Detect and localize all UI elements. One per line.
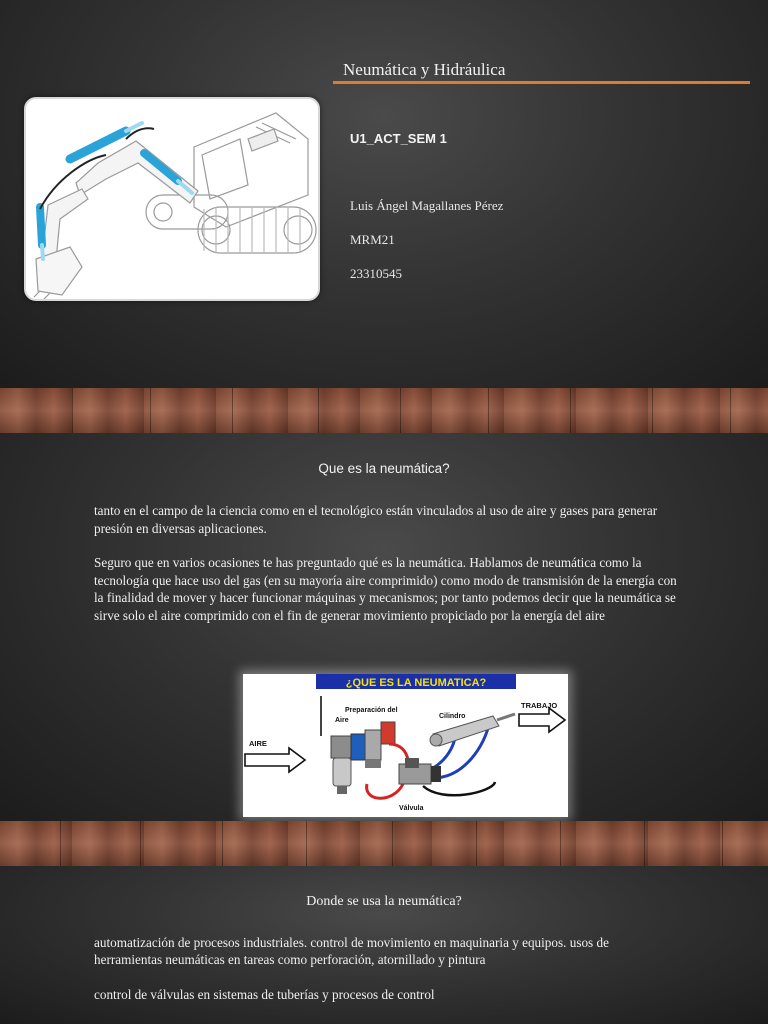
air-inlet-arrow-icon <box>245 748 305 772</box>
activity-code: U1_ACT_SEM 1 <box>350 131 447 146</box>
group-code: MRM21 <box>350 232 395 247</box>
excavator-illustration <box>26 99 318 299</box>
slide-heading-uses: Donde se usa la neumática? <box>306 894 462 909</box>
author-name: Luis Ángel Magallanes Pérez <box>350 198 504 213</box>
slide-what-is-pneumatics <box>0 433 768 821</box>
pneumatics-diagram <box>243 674 568 817</box>
slide-title <box>0 0 768 388</box>
excavator-image <box>24 97 320 301</box>
diagram-banner-text: ¿QUE ES LA NEUMATICA? <box>345 677 487 689</box>
title-underline <box>333 81 750 84</box>
slide-heading: Que es la neumática? <box>318 461 450 476</box>
work-output-arrow-icon <box>519 708 565 732</box>
label-air-preparation-2: Aire <box>335 717 349 724</box>
presentation-title: Neumática y Hidráulica <box>343 60 506 79</box>
wood-floor-divider-2 <box>0 821 768 866</box>
paragraph-definition: Seguro que en varios ocasiones te has preguntado qué es la neumática. Hablamos de neumática como la tecnología que hace uso del gas (en su mayoría aire comprimido) como modo de transmisión de la energía con la finalidad de mover y hacer funcionar máquinas y mecanismos; por tanto podemos decir que la neumática se sirve solo el aire comprimido con el fin de generar movimiento propiciado por la energía del aire <box>94 555 677 623</box>
label-air-preparation: Preparación del <box>345 707 398 714</box>
label-work: TRABAJO <box>521 701 558 710</box>
slide-where-pneumatics-used <box>0 866 768 1024</box>
paragraph-intro: tanto en el campo de la ciencia como en el tecnológico están vinculados al uso de aire y gases para generar presión en diversas aplicaciones. <box>94 503 658 536</box>
valve-icon <box>399 758 441 784</box>
label-cylinder: Cilindro <box>439 713 466 720</box>
student-id: 23310545 <box>350 266 402 281</box>
wood-floor-divider <box>0 388 768 433</box>
pneumatic-system-illustration <box>243 674 568 817</box>
paragraph-valve-control: control de válvulas en sistemas de tuberías y procesos de control <box>94 987 435 1002</box>
paragraph-uses: automatización de procesos industriales. control de movimiento en maquinaria y equipos. usos de herramientas neumáticas en tareas como perforación, atornillado y pintura <box>94 935 609 968</box>
label-valve: Válvula <box>399 805 424 812</box>
label-air: AIRE <box>249 739 267 748</box>
